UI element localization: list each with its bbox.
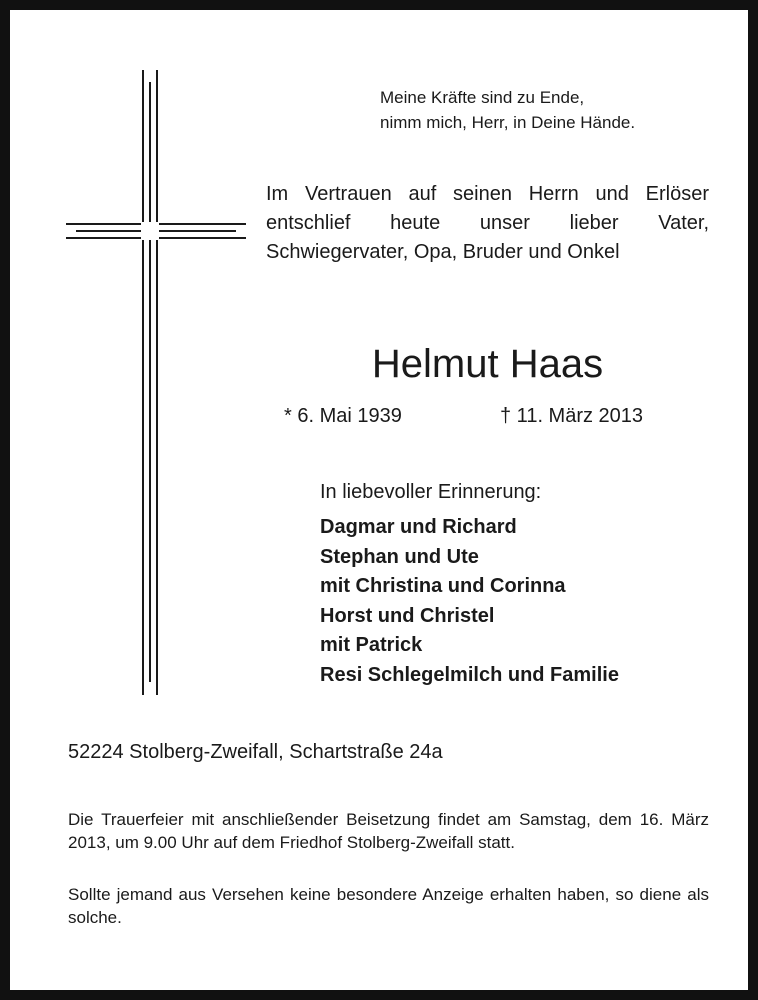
birth-date: * 6. Mai 1939 [284, 405, 402, 427]
mourners-list [320, 513, 619, 690]
cross-icon [66, 70, 246, 695]
mourner-entry: mit Patrick [320, 634, 423, 656]
family-address: 52224 Stolberg-Zweifall, Schartstraße 24a [68, 741, 443, 763]
disclaimer-notice: Sollte jemand aus Versehen keine besondere Anzeige erhalten haben, so diene als solche. [68, 885, 709, 927]
mourner-entry: mit Christina und Corinna [320, 575, 566, 597]
death-date: † 11. März 2013 [500, 405, 644, 427]
motto-line-2: nimm mich, Herr, in Deine Hände. [380, 113, 636, 132]
motto-line-1: Meine Kräfte sind zu Ende, [380, 88, 585, 107]
mourner-entry: Stephan und Ute [320, 545, 479, 568]
deceased-name: Helmut Haas [371, 342, 604, 386]
mourner-entry: Horst und Christel [320, 604, 495, 627]
funeral-notice: Die Trauerfeier mit anschließender Beisetzung findet am Samstag, dem 16. März 2013, um 9.00 Uhr auf dem Friedhof Stolberg-Zweifall statt. [68, 810, 709, 852]
mourner-entry: Dagmar und Richard [320, 516, 517, 538]
mourner-entry: Resi Schlegelmilch und Familie [320, 663, 619, 686]
remembrance-heading: In liebevoller Erinnerung: [320, 481, 542, 503]
intro-text: Im Vertrauen auf seinen Herrn und Erlöser entschlief heute unser lieber Vater, Schwiegervater, Opa, Bruder und Onkel [266, 183, 709, 263]
motto-verse [380, 85, 720, 135]
